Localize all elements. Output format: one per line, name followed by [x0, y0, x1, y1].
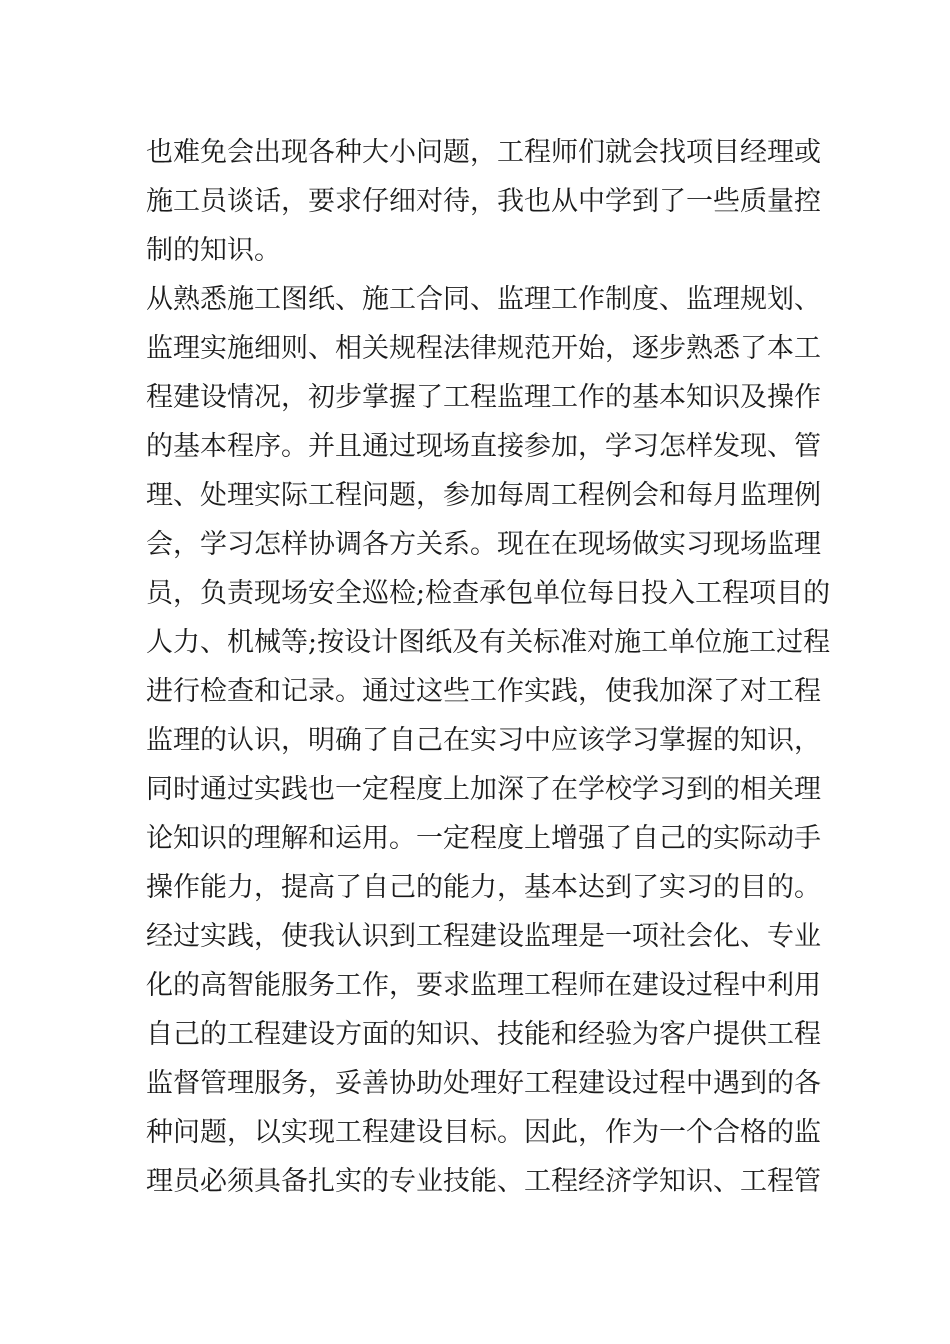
text-line: 施工员谈话，要求仔细对待，我也从中学到了一些质量控 — [146, 186, 821, 217]
text-line: 理员必须具备扎实的专业技能、工程经济学知识、工程管 — [146, 1166, 821, 1197]
text-line: 同时通过实践也一定程度上加深了在学校学习到的相关理 — [146, 774, 821, 805]
text-line: 从熟悉施工图纸、施工合同、监理工作制度、监理规划、 — [146, 284, 821, 315]
text-line: 人力、机械等;按设计图纸及有关标准对施工单位施工过程 — [146, 627, 831, 658]
text-line: 种问题，以实现工程建设目标。因此，作为一个合格的监 — [146, 1117, 821, 1148]
text-line: 会，学习怎样协调各方关系。现在在现场做实习现场监理 — [146, 529, 821, 560]
text-line: 的基本程序。并且通过现场直接参加，学习怎样发现、管 — [146, 431, 821, 462]
text-line: 化的高智能服务工作，要求监理工程师在建设过程中利用 — [146, 970, 821, 1001]
text-line: 进行检查和记录。通过这些工作实践，使我加深了对工程 — [146, 676, 821, 707]
text-line: 也难免会出现各种大小问题，工程师们就会找项目经理或 — [146, 137, 821, 168]
text-line: 监督管理服务，妥善协助处理好工程建设过程中遇到的各 — [146, 1068, 821, 1099]
text-line: 论知识的理解和运用。一定程度上增强了自己的实际动手 — [146, 823, 821, 854]
text-line: 操作能力，提高了自己的能力，基本达到了实习的目的。 — [146, 872, 821, 903]
text-line: 理、处理实际工程问题，参加每周工程例会和每月监理例 — [146, 480, 821, 511]
text-line: 自己的工程建设方面的知识、技能和经验为客户提供工程 — [146, 1019, 821, 1050]
text-line: 经过实践，使我认识到工程建设监理是一项社会化、专业 — [146, 921, 821, 952]
document-body — [146, 128, 831, 1206]
text-line: 员，负责现场安全巡检;检查承包单位每日投入工程项目的 — [146, 578, 831, 609]
text-line: 制的知识。 — [146, 235, 281, 266]
text-line: 程建设情况，初步掌握了工程监理工作的基本知识及操作 — [146, 382, 821, 413]
text-line: 监理实施细则、相关规程法律规范开始，逐步熟悉了本工 — [146, 333, 821, 364]
text-line: 监理的认识，明确了自己在实习中应该学习掌握的知识， — [146, 725, 821, 756]
